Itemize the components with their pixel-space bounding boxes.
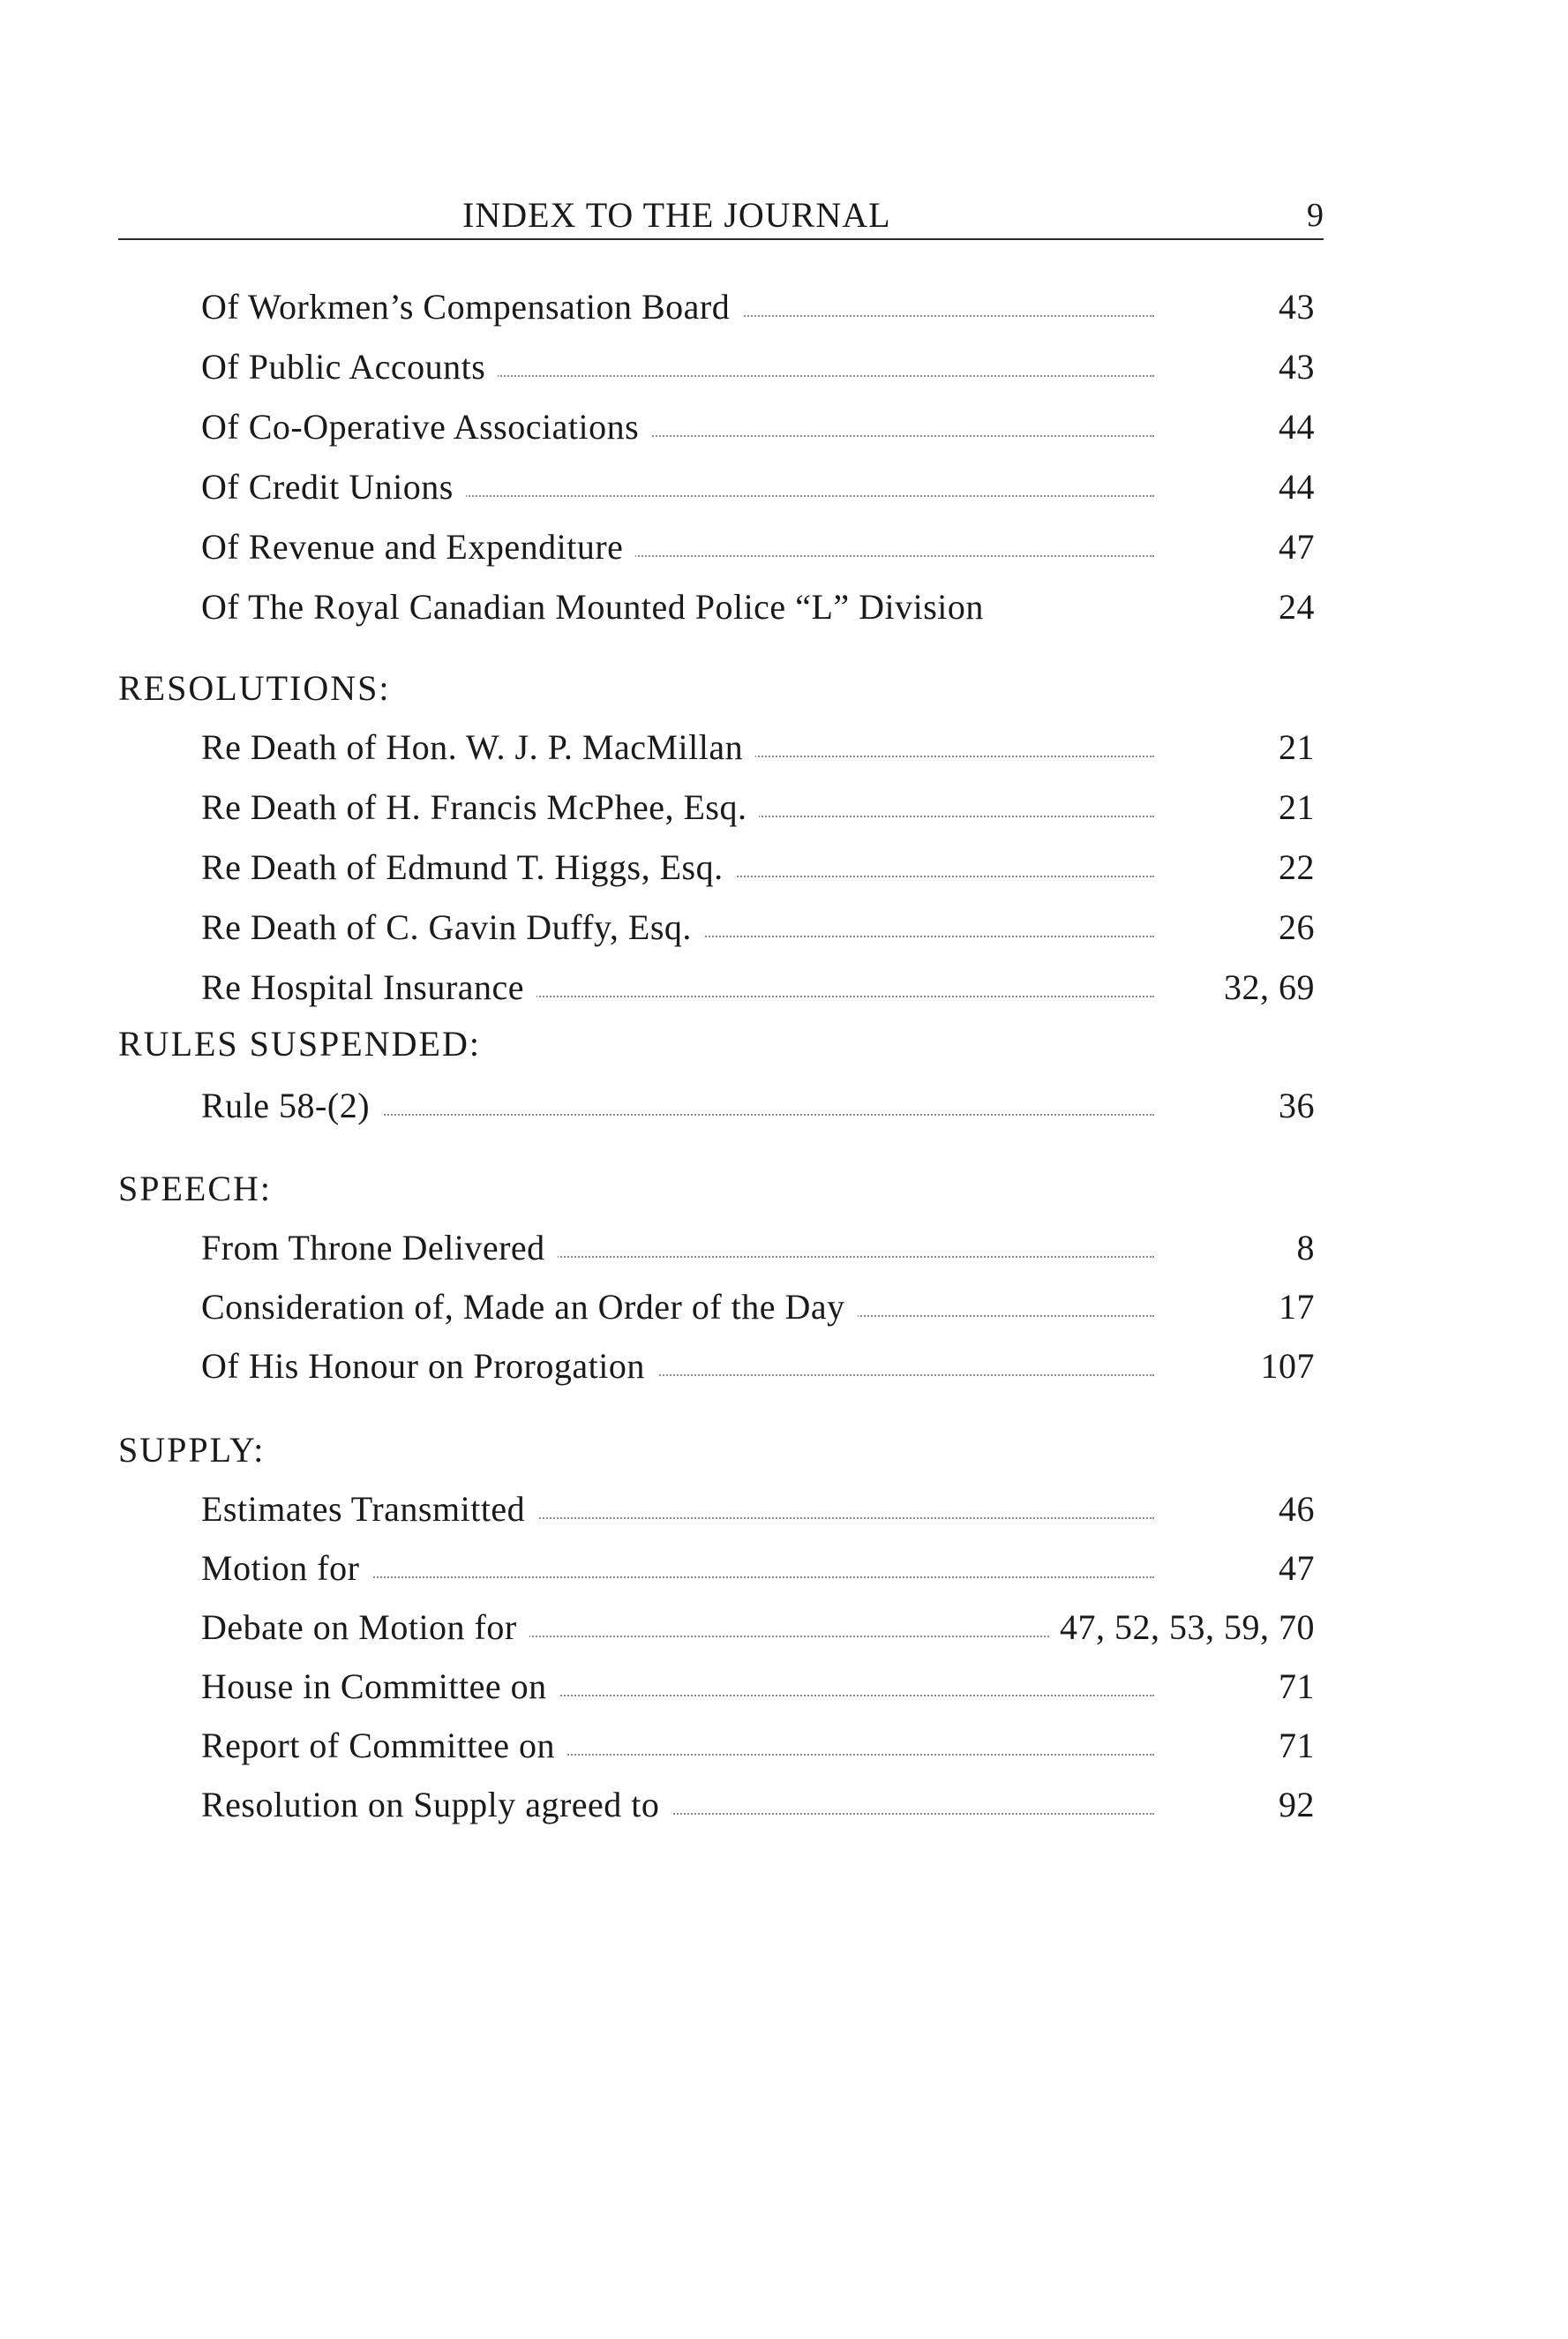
page-title: INDEX TO THE JOURNAL [462,195,891,235]
section-heading-resolutions: RESOLUTIONS: [118,668,391,708]
entry-page: 22 [1270,846,1315,890]
entry-label: Of The Royal Canadian Mounted Police “L” Division [201,585,996,629]
index-entry-hospital-insurance [201,966,1315,1010]
entry-label: Debate on Motion for [201,1606,529,1650]
index-entry-motion-for [201,1546,1315,1591]
index-entry-public-accounts [201,345,1315,389]
entry-page: 47 [1270,525,1315,569]
entry-label: Resolution on Supply agreed to [201,1783,671,1827]
index-entry-resolution-on-supply [201,1783,1315,1827]
entry-label: Of Co-Operative Associations [201,405,651,449]
index-entry-rule-58-2 [201,1084,1315,1128]
entry-label: Of His Honour on Prorogation [201,1344,657,1388]
index-entry-revenue-and-expenditure [201,525,1315,569]
entry-label: Motion for [201,1546,371,1591]
index-entry-house-in-committee [201,1665,1315,1709]
entry-label: House in Committee on [201,1665,559,1709]
entry-page: 43 [1270,285,1315,329]
index-entry-death-macmillan [201,726,1315,770]
entry-label: Re Death of Edmund T. Higgs, Esq. [201,846,736,890]
index-entry-death-duffy [201,906,1315,950]
entry-page: 17 [1270,1285,1315,1329]
header-rule [118,238,1324,240]
entry-page: 26 [1270,906,1315,950]
index-entry-order-of-the-day [201,1285,1315,1329]
page-number: 9 [1307,197,1324,234]
entry-page: 92 [1270,1783,1315,1827]
entry-page: 107 [1252,1344,1316,1388]
entry-label: Of Public Accounts [201,345,498,389]
index-entry-estimates-transmitted [201,1487,1315,1531]
entry-page: 47 [1270,1546,1315,1591]
page-header [118,194,1324,242]
entry-page: 44 [1270,465,1315,509]
entry-page: 43 [1270,345,1315,389]
entry-page: 36 [1270,1084,1315,1128]
entry-label: Re Death of Hon. W. J. P. MacMillan [201,726,755,770]
entry-page: 71 [1270,1665,1315,1709]
section-heading-speech: SPEECH: [118,1169,273,1208]
index-entry-credit-unions [201,465,1315,509]
entry-page: 21 [1270,726,1315,770]
index-entry-rcmp-l-division [201,585,1315,629]
entry-page: 47, 52, 53, 59, 70 [1051,1606,1315,1650]
entry-label: Of Revenue and Expenditure [201,525,635,569]
entry-page: 8 [1288,1226,1316,1270]
entry-label: From Throne Delivered [201,1226,558,1270]
index-entry-debate-on-motion [201,1606,1315,1650]
entry-label: Re Hospital Insurance [201,966,536,1010]
index-entry-death-mcphee [201,786,1315,830]
entry-label: Report of Committee on [201,1724,567,1768]
entry-page: 32, 69 [1215,966,1315,1010]
index-entry-prorogation [201,1344,1315,1388]
entry-label: Consideration of, Made an Order of the Day [201,1285,858,1329]
entry-page: 71 [1270,1724,1315,1768]
entry-label: Rule 58-(2) [201,1084,382,1128]
entry-label: Re Death of H. Francis McPhee, Esq. [201,786,759,830]
entry-label: Estimates Transmitted [201,1487,537,1531]
index-entry-co-operative-associations [201,405,1315,449]
entry-page: 21 [1270,786,1315,830]
index-entry-throne-delivered [201,1226,1315,1270]
entry-page: 24 [1270,585,1315,629]
entry-label: Re Death of C. Gavin Duffy, Esq. [201,906,704,950]
entry-page: 46 [1270,1487,1315,1531]
section-heading-supply: SUPPLY: [118,1430,266,1470]
entry-page: 44 [1270,405,1315,449]
index-entry-workmens-compensation-board [201,285,1315,329]
entry-label: Of Workmen’s Compensation Board [201,285,742,329]
section-heading-rules-suspended: RULES SUSPENDED: [118,1024,481,1064]
index-entry-death-higgs [201,846,1315,890]
entry-label: Of Credit Unions [201,465,466,509]
index-entry-report-of-committee [201,1724,1315,1768]
